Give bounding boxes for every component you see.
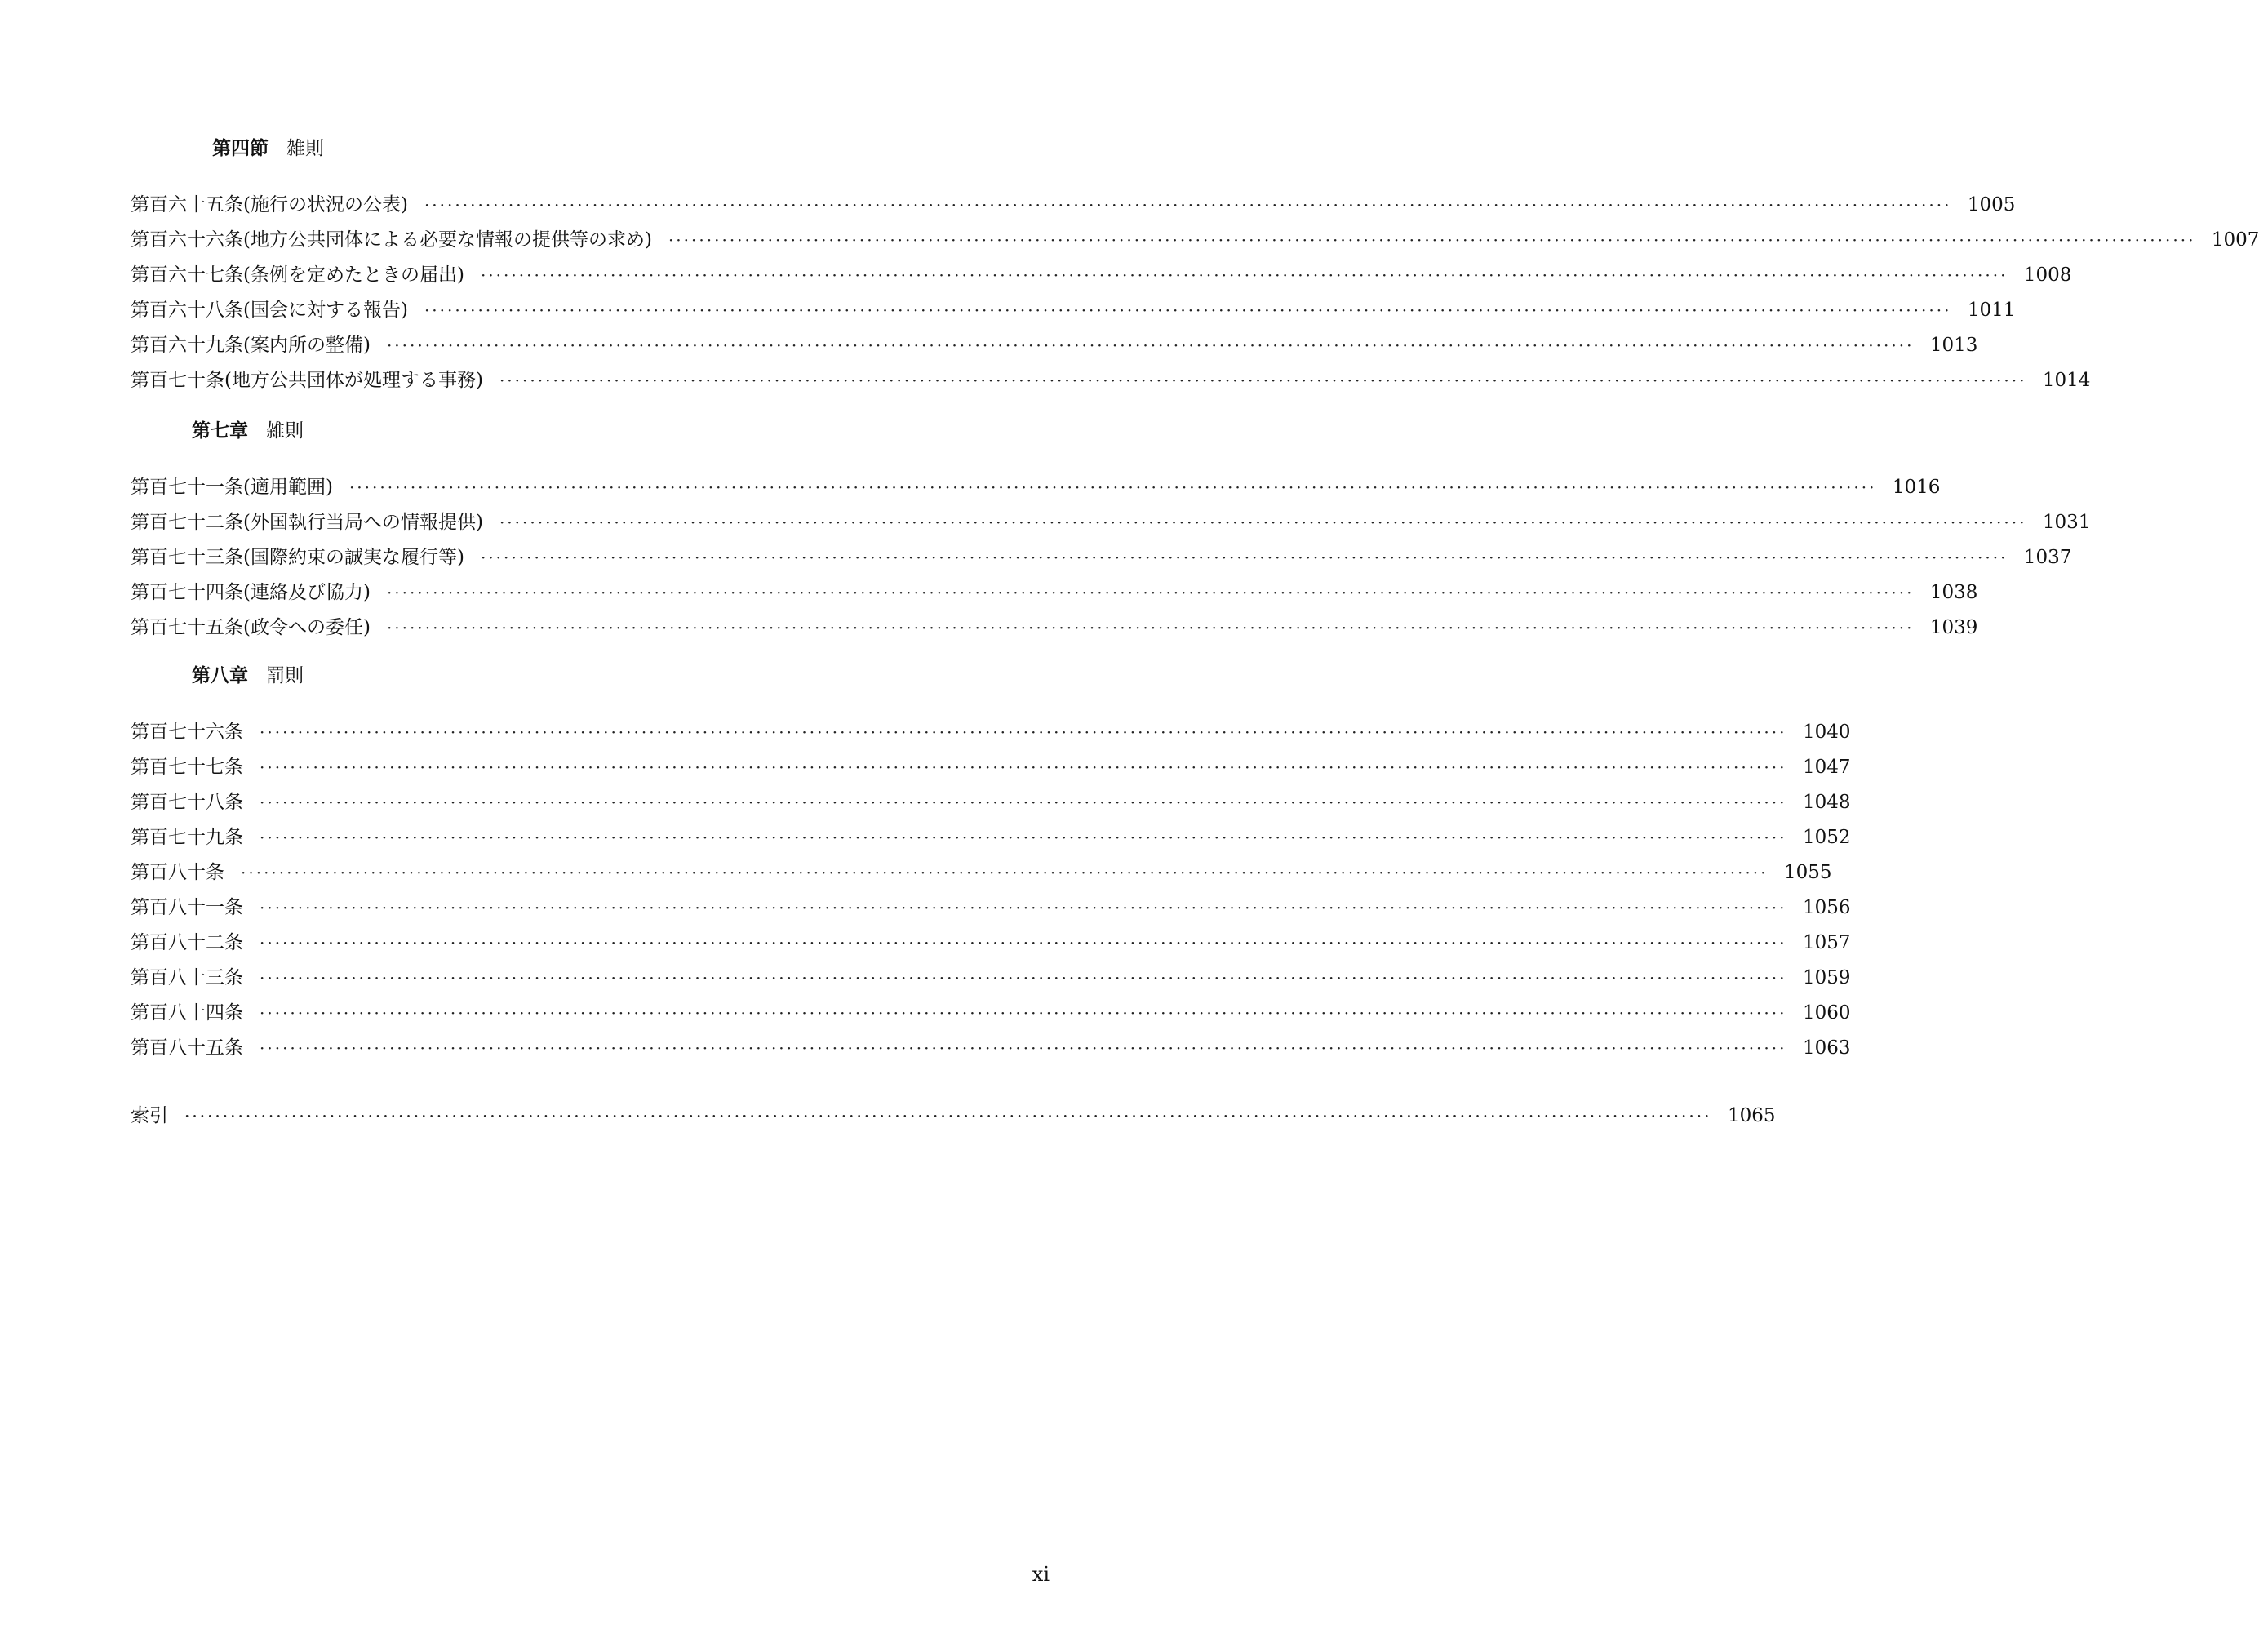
toc-entry-list [131,715,1851,1066]
chapter-heading-name: 雑則 [266,420,304,442]
section-heading-name: 雑則 [286,138,324,159]
index-entry[interactable] [131,1099,1776,1134]
toc-entry-page: 1040 [1802,722,1851,743]
toc-entry-title: 第百六十七条(条例を定めたときの届出) [131,264,464,286]
toc-entry-title: 第百八十五条 [131,1037,243,1059]
toc-entry[interactable] [131,258,2072,293]
toc-entry[interactable] [131,188,2016,223]
toc-entry[interactable] [131,855,1832,890]
leader-dots: ········································································································································································································ [260,1003,1787,1023]
toc-entry[interactable] [131,785,1851,820]
toc-entry-title: 第百七十六条 [131,722,243,743]
toc-entry-page: 1031 [2042,512,2091,533]
toc-entry[interactable] [131,1031,1851,1066]
toc-entry-page: 1016 [1892,477,1941,498]
toc-index [131,1099,1776,1134]
toc-entry-page: 1037 [2023,547,2072,568]
leader-dots: ········································································································································································································ [348,477,1877,497]
chapter-heading [131,663,1049,689]
toc-entry[interactable] [131,328,1978,363]
toc-entry-title: 第百七十四条(連絡及び協力) [131,582,371,603]
toc-entry[interactable] [131,611,1978,646]
toc-entry-list [131,470,2091,646]
toc-entry-title: 第百七十八条 [131,792,243,813]
toc-entry-page: 1039 [1929,617,1978,638]
leader-dots: ········································································································································································································ [480,265,2008,285]
toc-entry-page: 1056 [1802,897,1851,918]
leader-dots: ········································································································································································································ [386,583,1915,602]
toc-entry-title: 第百八十条 [131,862,224,883]
toc-entry-title: 第百七十条(地方公共団体が処理する事務) [131,370,483,391]
leader-dots: ········································································································································································································ [260,933,1787,953]
toc-section-4 [131,135,2259,398]
toc-chapter-8 [131,663,1851,1066]
leader-dots: ········································································································································································································ [424,300,1952,320]
leader-dots: ········································································································································································································ [499,513,2027,532]
toc-entry-page: 1048 [1802,792,1851,813]
leader-dots: ········································································································································································································ [241,863,1769,882]
toc-entry-title: 第百七十三条(国際約束の誠実な履行等) [131,547,464,568]
toc-entry-title: 第百六十八条(国会に対する報告) [131,300,408,321]
toc-entry-title: 第百六十九条(案内所の整備) [131,335,371,356]
toc-entry[interactable] [131,293,2016,328]
toc-entry-title: 第百八十一条 [131,897,243,918]
toc-entry-page: 1008 [2023,264,2072,286]
toc-entry-title: 第百八十四条 [131,1002,243,1024]
leader-dots: ········································································································································································································ [260,828,1787,847]
toc-entry-title: 第百七十七条 [131,757,243,778]
toc-entry[interactable] [131,223,2259,258]
chapter-heading [131,418,1049,444]
index-entry-title: 索引 [131,1105,168,1126]
toc-entry-title: 第百七十二条(外国執行当局への情報提供) [131,512,483,533]
leader-dots: ········································································································································································································ [424,195,1952,215]
leader-dots: ········································································································································································································ [386,335,1915,355]
toc-entry-page: 1005 [1967,194,2016,215]
leader-dots: ········································································································································································································ [480,548,2008,567]
toc-entry-title: 第百八十二条 [131,932,243,953]
leader-dots: ········································································································································································································ [499,371,2027,390]
toc-entry-list [131,188,2259,398]
page-number: xi [1032,1563,1050,1586]
chapter-heading-label: 第七章 [192,420,248,442]
chapter-heading-name: 罰則 [266,665,304,686]
index-entry-page: 1065 [1727,1105,1776,1126]
toc-entry-title: 第百八十三条 [131,967,243,988]
toc-entry-page: 1063 [1802,1037,1851,1059]
leader-dots: ········································································································································································································ [386,618,1915,637]
toc-entry-page: 1047 [1802,757,1851,778]
toc-chapter-7 [131,418,2091,646]
toc-entry-page: 1052 [1802,827,1851,848]
toc-entry-title: 第百七十九条 [131,827,243,848]
toc-entry[interactable] [131,820,1851,855]
toc-entry-page: 1057 [1802,932,1851,953]
toc-entry[interactable] [131,363,2091,398]
toc-entry-title: 第百六十五条(施行の状況の公表) [131,194,408,215]
toc-entry-page: 1059 [1802,967,1851,988]
leader-dots: ········································································································································································································ [184,1106,1712,1126]
toc-entry[interactable] [131,470,1941,505]
toc-entry-page: 1007 [2211,229,2259,251]
toc-entry[interactable] [131,890,1851,926]
toc-entry-page: 1038 [1929,582,1978,603]
leader-dots: ········································································································································································································ [260,757,1787,777]
toc-entry-page: 1011 [1967,300,2016,321]
toc-entry[interactable] [131,996,1851,1031]
toc-entry-page: 1013 [1929,335,1978,356]
toc-entry[interactable] [131,961,1851,996]
leader-dots: ········································································································································································································ [260,793,1787,812]
toc-entry-page: 1055 [1783,862,1832,883]
toc-entry[interactable] [131,926,1851,961]
toc-entry[interactable] [131,540,2072,575]
toc-entry-page: 1014 [2042,370,2091,391]
leader-dots: ········································································································································································································ [668,230,2196,250]
toc-entry-title: 第百七十一条(適用範囲) [131,477,333,498]
section-heading [131,135,1049,162]
leader-dots: ········································································································································································································ [260,1038,1787,1058]
toc-entry[interactable] [131,575,1978,611]
leader-dots: ········································································································································································································ [260,968,1787,988]
leader-dots: ········································································································································································································ [260,722,1787,742]
toc-entry[interactable] [131,505,2091,540]
section-heading-label: 第四節 [212,138,269,159]
toc-entry-page: 1060 [1802,1002,1851,1024]
leader-dots: ········································································································································································································ [260,898,1787,917]
toc-entry-title: 第百七十五条(政令への委任) [131,617,371,638]
toc-entry-title: 第百六十六条(地方公共団体による必要な情報の提供等の求め) [131,229,652,251]
toc-entry[interactable] [131,715,1851,750]
toc-entry[interactable] [131,750,1851,785]
chapter-heading-label: 第八章 [192,665,248,686]
